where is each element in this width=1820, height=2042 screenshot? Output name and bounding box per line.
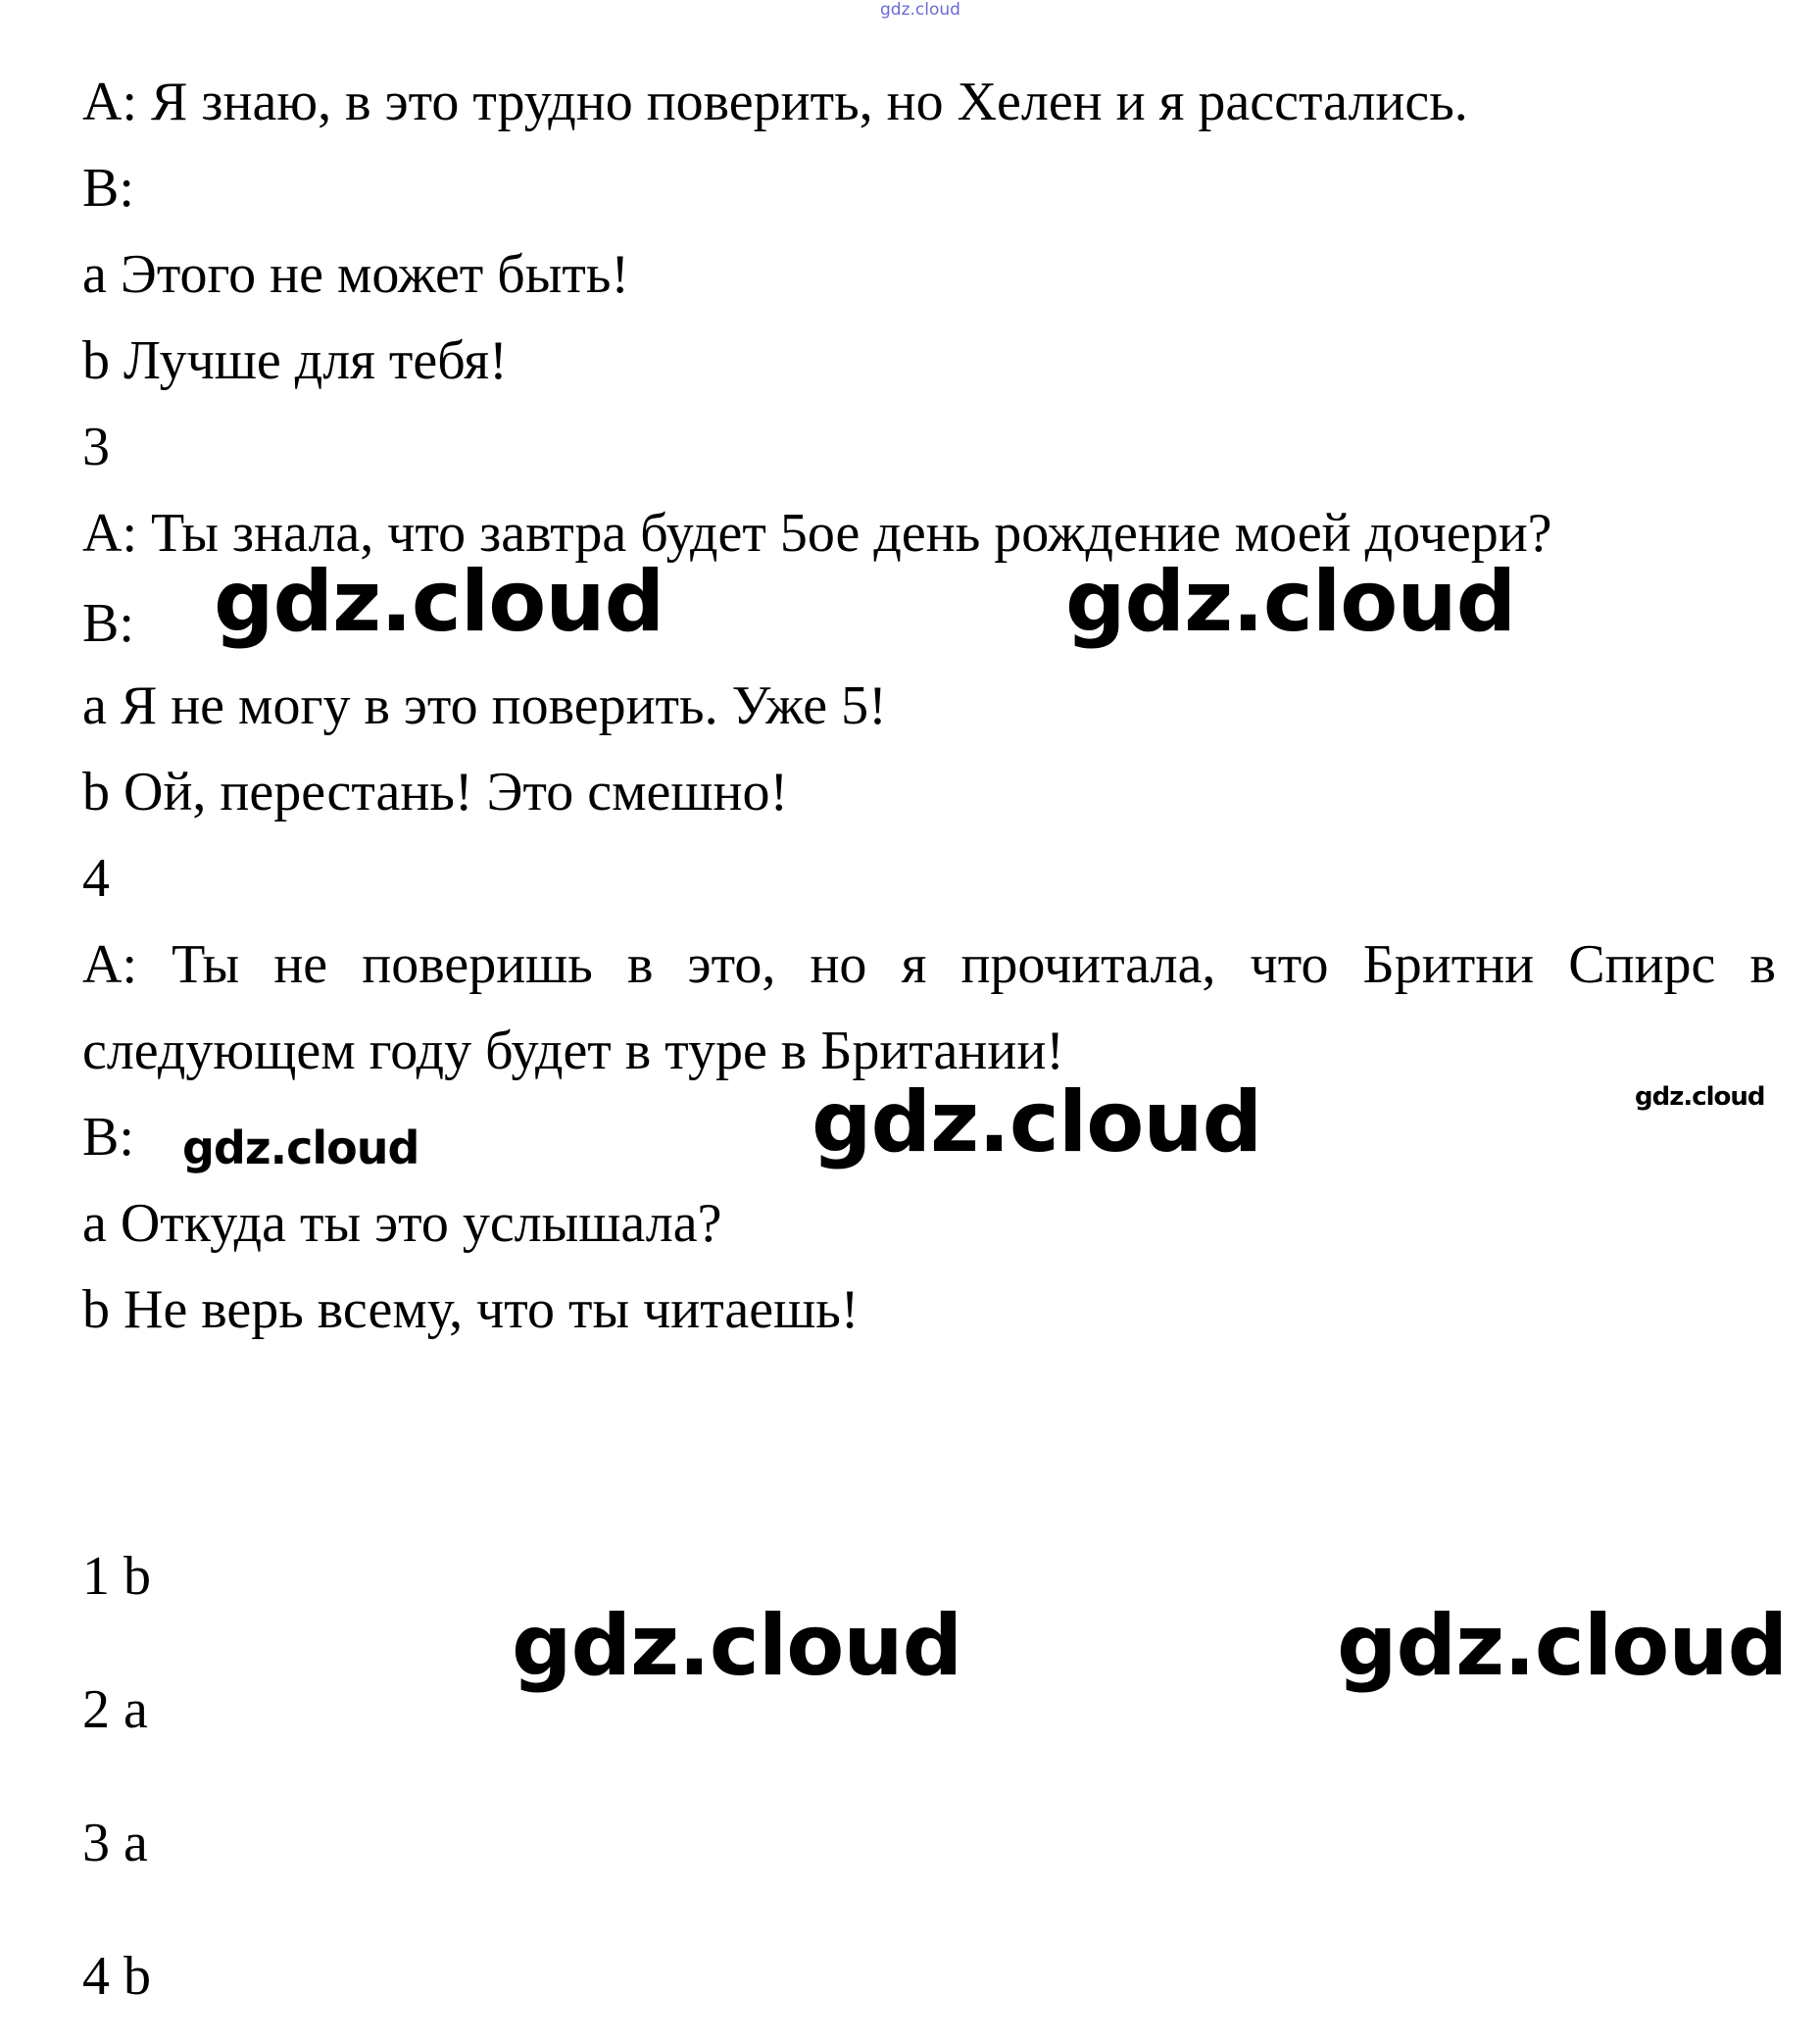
answer-item: 3 a bbox=[82, 1813, 148, 1873]
section-number: 3 bbox=[82, 417, 110, 477]
watermark: gdz.cloud bbox=[1337, 1597, 1788, 1695]
dialogue-line: B: bbox=[82, 593, 134, 654]
dialogue-line: a Этого не может быть! bbox=[82, 244, 630, 305]
dialogue-line: b Лучше для тебя! bbox=[82, 330, 508, 391]
dialogue-line: a Откуда ты это услышала? bbox=[82, 1193, 722, 1254]
answer-item: 2 a bbox=[82, 1679, 148, 1740]
watermark-top: gdz.cloud bbox=[880, 0, 960, 20]
dialogue-line: B: bbox=[82, 1107, 134, 1168]
dialogue-line: a Я не могу в это поверить. Уже 5! bbox=[82, 675, 887, 736]
watermark: gdz.cloud bbox=[214, 553, 664, 651]
watermark: gdz.cloud bbox=[1065, 553, 1516, 651]
dialogue-line: A: Ты не поверишь в это, но я прочитала, что Бритни Спирс в bbox=[82, 934, 1776, 995]
dialogue-line: B: bbox=[82, 158, 134, 219]
answer-item: 1 b bbox=[82, 1546, 151, 1607]
dialogue-line: b Ой, перестань! Это смешно! bbox=[82, 762, 789, 822]
watermark: gdz.cloud bbox=[1635, 1082, 1765, 1112]
watermark: gdz.cloud bbox=[812, 1073, 1262, 1171]
section-number: 4 bbox=[82, 848, 110, 909]
dialogue-line: b Не верь всему, что ты читаешь! bbox=[82, 1279, 860, 1340]
dialogue-line: следующем году будет в туре в Британии! bbox=[82, 1021, 1064, 1081]
answer-item: 4 b bbox=[82, 1946, 151, 2007]
watermark: gdz.cloud bbox=[512, 1597, 962, 1695]
dialogue-line: A: Ты знала, что завтра будет 5ое день рождение моей дочери? bbox=[82, 503, 1552, 564]
watermark: gdz.cloud bbox=[182, 1121, 419, 1174]
dialogue-line: A: Я знаю, в это трудно поверить, но Хелен и я расстались. bbox=[82, 72, 1468, 132]
